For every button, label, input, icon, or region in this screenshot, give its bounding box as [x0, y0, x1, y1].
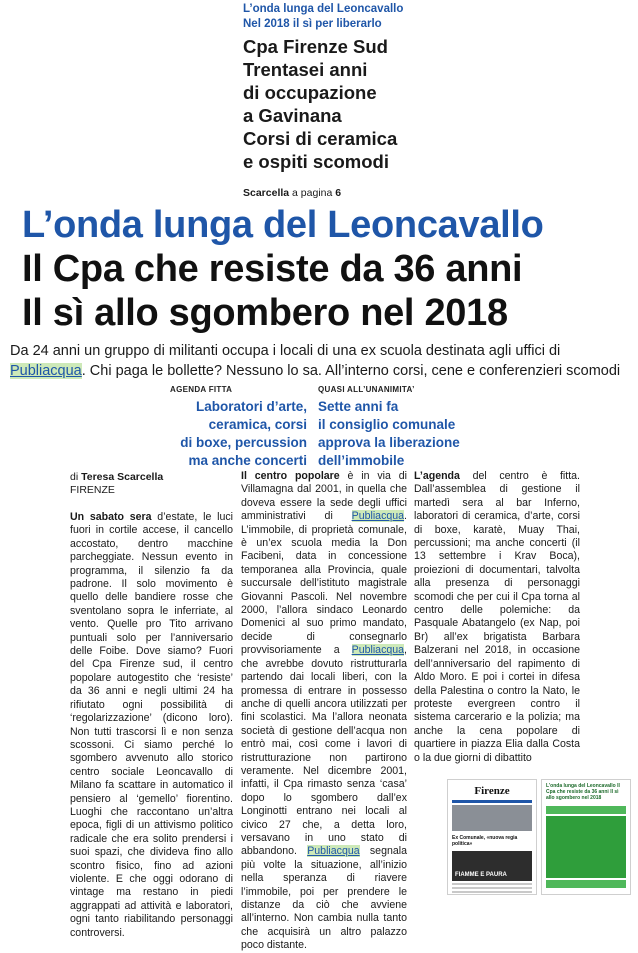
teaser-line: a Gavinana [243, 105, 342, 126]
column-3-lead: L’agenda [414, 470, 460, 482]
thumbnail-strip [546, 880, 626, 888]
page-reference-author: Scarcella [243, 187, 290, 199]
sidebar-left-line: di boxe, percussion [180, 435, 307, 450]
column-3-text: del centro è fitta. Dall’assemblea di gestione il martedì sera al bar Inferno, laboratori di ceramica, d’arte, corsi di boxe, karatè, Muay Thai, percussioni; ma anche concerti (il 13 settembre i Krav Boca), proiezioni di documentari, talvolta alla presenza di personaggi scomodi che per cui il Cpa torna al centro delle polemiche: da Pasquale Abatangelo (ex Nap, poi Br) all’ex brigatista Barbara Balzerani nel 2018, in occasione dell’anniversario del rapimento di Aldo Moro. E poi i cortei in difesa della Palestina o contro la Nato, le proteste evergreen contro il sistema carcerario e la polizia; ma anche la cena popolare di quartiere in piazza Elia dalla Costa o la due giorni di dibattito [414, 470, 580, 764]
kicker-line-1: L’onda lunga del Leoncavallo [243, 3, 404, 15]
sidebar-right-line: approva la liberazione [318, 435, 460, 450]
sidebar-right-line: Sette anni fa [318, 399, 399, 414]
thumbnail-photo [452, 805, 532, 831]
sidebar-right-line: dell’immobile [318, 453, 405, 468]
teaser-line: e ospiti scomodi [243, 151, 389, 172]
column-2-lead: Il centro popolare [241, 470, 340, 482]
page-reference-number: 6 [335, 187, 342, 199]
highlighted-term: Publiacqua [307, 845, 360, 858]
sidebar-right-line: il consiglio comunale [318, 417, 456, 432]
teaser-line: Trentasei anni [243, 59, 368, 80]
thumbnail-masthead: Firenze [474, 785, 510, 797]
dateline-city: FIRENZE [70, 484, 115, 496]
sidebar-left-line: ma anche concerti [188, 453, 307, 468]
column-2-text: è in via di Villamagna dal 2001, in quella che doveva essere la sede degli uffici amministrativi di [241, 470, 407, 523]
sidebar-right-text [318, 398, 478, 470]
teaser-headline [243, 35, 408, 173]
sidebar-left-line: ceramica, corsi [208, 417, 307, 432]
subheadline [10, 341, 632, 381]
kicker-line-2: Nel 2018 il sì per liberarlo [243, 18, 382, 30]
headline-line-1: L’onda lunga del Leoncavallo [22, 204, 544, 246]
thumbnail-fire-photo [452, 851, 532, 881]
byline-author: Teresa Scarcella [81, 471, 164, 483]
sidebar-left-label: AGENDA FITTA [170, 385, 233, 394]
thumbnail-headline: L’onda lunga del Leoncavallo Il Cpa che resiste da 36 anni Il sì allo sgombero nel 2018 [546, 783, 620, 801]
column-1-lead: Un sabato sera [70, 511, 152, 523]
teaser-line: Corsi di ceramica [243, 128, 398, 149]
thumbnail-text-lines [452, 883, 532, 893]
thumbnail-photo-caption: FIAMME E PAURA [455, 872, 507, 878]
sidebar-left-line: Laboratori d’arte, [195, 399, 307, 414]
column-1-text: d’estate, le luci fuori in cortile accese, il cancello accostato, dentro macchine parcheggiate. Nessun evento in programma, il silenzio fa da padrone. Il solo movimento è quello delle bandiere rosse che sventolano sopra le inferriate, al vento. Quelle pro Tito arrivano puntuali solo per l’anniversario delle Foibe. Dove siamo? Fuori del Cpa Firenze sud, il centro popolare autogestito che ‘resiste’ da 36 anni e negli ultimi 24 ha rifiutato ogni possibilità di ‘regolarizzazione’ (dicono loro). Non tutti trascorsi lì e non senza scossoni. Ci siamo perché lo sgombero avvenuto allo storico centro sociale Leoncavallo di Milano fa scattare in automatico il pensiero al ‘gemello’ fiorentino. Luoghi che raccontano un’altra epoca, figli di un attivismo politico radicale che era solito prendersi i suoi spazi, che divideva fino allo scontro fisico, fino ad azioni violente. E che oggi odorano di vintage ma restano in piedi aggrappati ad attività e laboratori, ogni tanto riabilitando personaggi controversi. [70, 511, 233, 939]
teaser-line: Cpa Firenze Sud [243, 36, 388, 57]
page-thumbnail-article[interactable] [541, 779, 631, 895]
subheadline-part-1: Da 24 anni un gruppo di militanti occupa i locali di una ex scuola destinata agli uffici di [10, 343, 561, 359]
kicker [243, 2, 413, 32]
highlighted-term: Publiacqua [351, 644, 405, 657]
teaser-line: di occupazione [243, 82, 377, 103]
page-reference [243, 187, 341, 200]
subheadline-part-2: . Chi paga le bollette? Nessuno lo sa. All’interno corsi, cene e conferenzieri scomodi [81, 363, 621, 379]
sidebar-right-label: QUASI ALL’UNANIMITA’ [318, 385, 415, 394]
column-2-text: , che avrebbe dovuto ristrutturarla partendo dai locali liberi, con la promessa di entrare in possesso anche di quelli ancora utilizzati per fini scolastici. Ma l’allora neonata società di gestione dell’acqua non entrò mai, così come i lavori di ristrutturazione non partirono veramente. Nel dicembre 2001, infatti, il Cpa rimasto senza ‘casa’ dopo lo sgombero dall’ex Longinotti entrano nei locali al civico 27 che, a detta loro, versavano in uno stato di abbandono. [241, 644, 407, 858]
column-2-text: segnala più volte la situazione, all’inizio nella speranza di riavere l’immobile, poi per prendere le distanze da ciò che avviene all’interno. Non cambia nulla tanto che acquisirà un altro palazzo poco distante. [241, 845, 407, 952]
subheadline-highlight: Publiacqua [10, 363, 82, 379]
page-reference-text: a pagina [292, 187, 333, 199]
article-column-3 [414, 470, 580, 765]
highlighted-term: Publiacqua [351, 510, 405, 523]
sidebar-left-text [167, 398, 307, 470]
article-column-1 [70, 511, 233, 940]
headline-line-2: Il Cpa che resiste da 36 anni [22, 248, 523, 290]
byline-prefix: di [70, 471, 79, 483]
article-column-2 [241, 470, 407, 953]
thumbnail-divider [452, 800, 532, 803]
thumbnail-highlighted-body [546, 816, 626, 878]
thumbnail-strip [546, 806, 626, 814]
headline-line-3: Il sì allo sgombero nel 2018 [22, 292, 508, 334]
page-thumbnail-front[interactable] [447, 779, 537, 895]
byline [70, 471, 163, 484]
column-2-text: . L’immobile, di proprietà comunale, è un’ex scuola media la Don Facibeni, data in concessione temporanea alla Provincia, quale succursale dell’istituto magistrale Giovanni Pascoli. Nel novembre 2000, l’allora sindaco Leonardo Domenici al suo primo mandato, decide di consegnarlo provvisoriamente a [241, 510, 407, 657]
thumbnail-headline: Ex Comunale, «nuova regia politica» [452, 835, 518, 847]
